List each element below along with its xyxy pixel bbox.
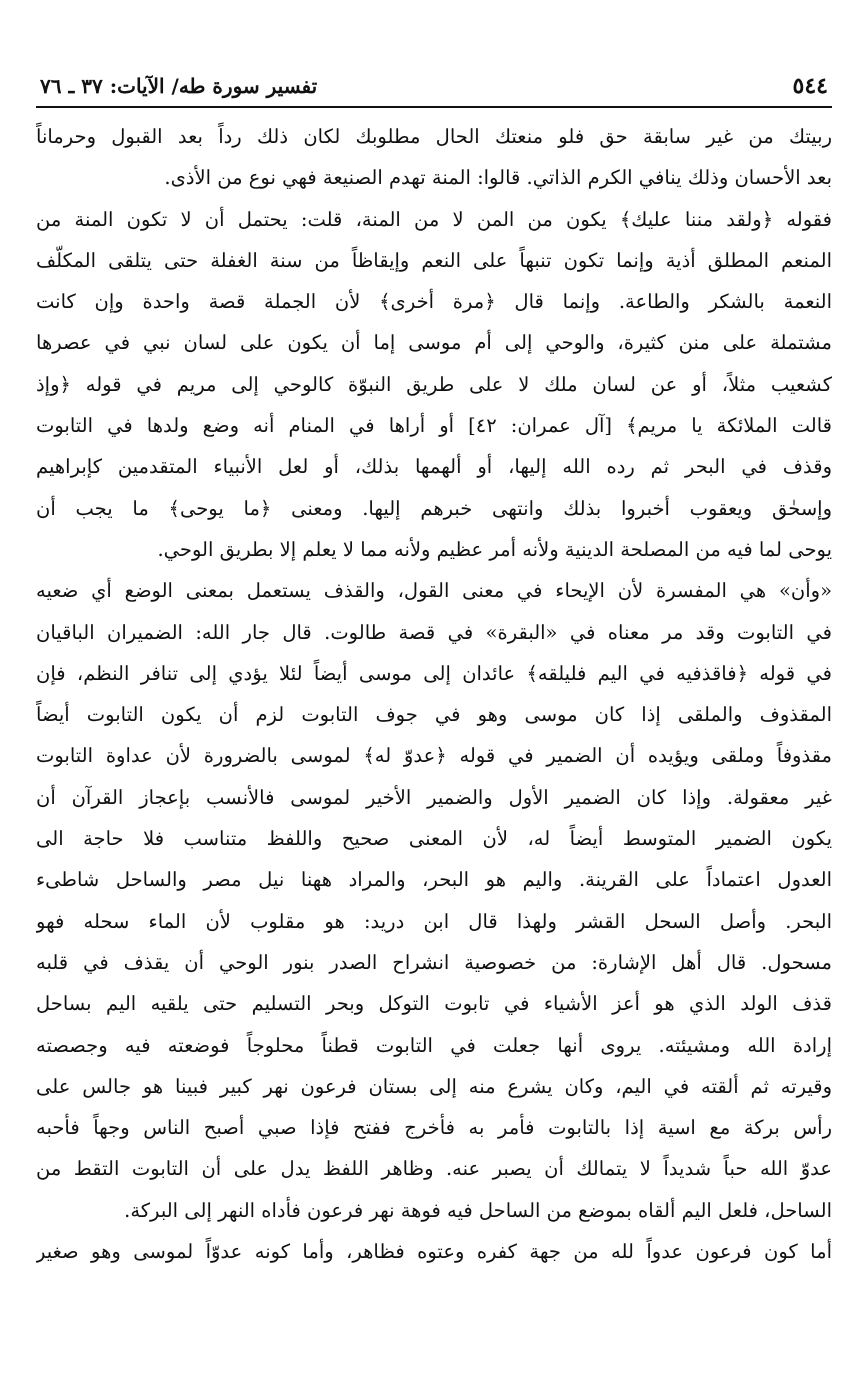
text-line: المنعم المطلق أذية وإنما تكون تنبهاً على النعم وإيقاظاً من سنة الغفلة حتى يتلقى المكلّف [36, 248, 832, 272]
text-line: وقيرته ثم ألقته في اليم، وكان يشرع منه إلى بستان فرعون نهر كبير فبينا هو جالس على [36, 1074, 832, 1098]
text-line: بعد الأحسان وذلك ينافي الكرم الذاتي. قالوا: المنة تهدم الصنيعة فهي نوع من الأذى. [164, 166, 832, 190]
text-line: وقذف في البحر ثم رده الله إليها، أو ألهمها بذلك، أو لعل الأنبياء المتقدمين كإبراهيم [36, 455, 832, 479]
text-line: أما كون فرعون عدواً لله من جهة كفره وعتوه فظاهر، وأما كونه عدوّاً لموسى وهو صغير [36, 1240, 832, 1264]
page-number: ٥٤٤ [792, 73, 828, 99]
text-line: إرادة الله ومشيئته. يروى أنها جعلت في التابوت قطناً محلوجاً فوضعته فيه وجصصته [36, 1033, 832, 1057]
text-line: مقذوفاً وملقى ويؤيده أن الضمير في قوله ﴿عدوّ له﴾ لموسى بالضرورة لأن عداوة التابوت [36, 744, 832, 768]
text-line: ربيتك من غير سابقة حق فلو منعتك الحال مطلوبك لكان ذلك رداً بعد القبول وحرماناً [36, 125, 832, 148]
text-line: كشعيب مثلاً، أو عن لسان ملك لا على طريق النبوّة كالوحي إلى مريم في قوله ﴿وإذ [36, 372, 832, 396]
text-line: يكون الضمير المتوسط أيضاً له، لأن المعنى صحيح واللفظ متناسب فلا حاجة الى [36, 827, 832, 851]
text-line: قذف الولد الذي هو أعز الأشياء في تابوت التوكل وبحر التسليم حتى يلقيه اليم بساحل [36, 992, 832, 1016]
text-line: مسحول. قال أهل الإشارة: من خصوصية انشراح الصدر بنور الوحي أن يقذف في قلبه [36, 950, 832, 974]
text-line: عدوّ الله حباً شديداً لا يتمالك أن يصبر عنه. وظاهر اللفظ يدل على أن التابوت التقط من [36, 1157, 832, 1181]
text-line: «وأن» هي المفسرة لأن الإيحاء في معنى القول، والقذف يستعمل بمعنى الوضع أي ضعيه [36, 579, 832, 603]
text-line: وإسحٰق ويعقوب أخبروا بذلك وانتهى خبرهم إليها. ومعنى ﴿ما يوحى﴾ ما يجب أن [36, 496, 832, 520]
text-line: قالت الملائكة يا مريم﴾ [آل عمران: ٤٢] أو أراها في المنام أنه وضع ولدها في التابوت [36, 414, 832, 438]
text-line: رأس بركة مع اسية إذا بالتابوت فأمر به فأخرج ففتح فإذا صبي أصبح الناس وجهاً فأحبه [36, 1116, 832, 1140]
text-line: غير معقولة. وإذا كان الضمير الأول والضمير الأخير لموسى فالأنسب بإعجاز القرآن أن [36, 785, 832, 809]
body-text [36, 116, 832, 1272]
page-header [36, 66, 832, 108]
text-line: النعمة بالشكر والطاعة. وإنما قال ﴿مرة أخرى﴾ لأن الجملة قصة واحدة وإن كانت [36, 290, 832, 314]
text-line: مشتملة على منن كثيرة، والوحي إلى أم موسى إما أن يكون على لسان نبي في عصرها [36, 331, 832, 355]
text-line: يوحى لما فيه من المصلحة الدينية ولأنه أمر عظيم ولأنه مما لا يعلم إلا بطريق الوحي. [157, 537, 832, 561]
text-line: العدول اعتماداً على القرينة. واليم هو البحر، والمراد ههنا نيل مصر والساحل شاطىء [36, 868, 832, 892]
text-line: فقوله ﴿ولقد مننا عليك﴾ يكون من المن لا من المنة، قلت: يحتمل أن لا تكون المنة من [36, 207, 832, 231]
text-line: في قوله ﴿فاقذفيه في اليم فليلقه﴾ عائدان إلى موسى أيضاً لئلا يؤدي إلى تنافر النظم، فإن [36, 661, 832, 685]
running-title: تفسير سورة طه/ الآيات: ٣٧ ـ ٧٦ [40, 74, 318, 98]
text-line: المقذوف والملقى إذا كان موسى وهو في جوف التابوت لزم أن يكون التابوت أيضاً [36, 703, 832, 727]
text-line: في التابوت وقد مر معناه في «البقرة» في قصة طالوت. قال جار الله: الضميران الباقيان [36, 620, 832, 644]
text-line: البحر. وأصل السحل القشر ولهذا قال ابن دريد: هو مقلوب لأن الماء سحله فهو [36, 909, 832, 933]
text-line: الساحل، فلعل اليم ألقاه بموضع من الساحل فيه فوهة نهر فرعون فأداه النهر إلى البركة. [124, 1198, 832, 1222]
